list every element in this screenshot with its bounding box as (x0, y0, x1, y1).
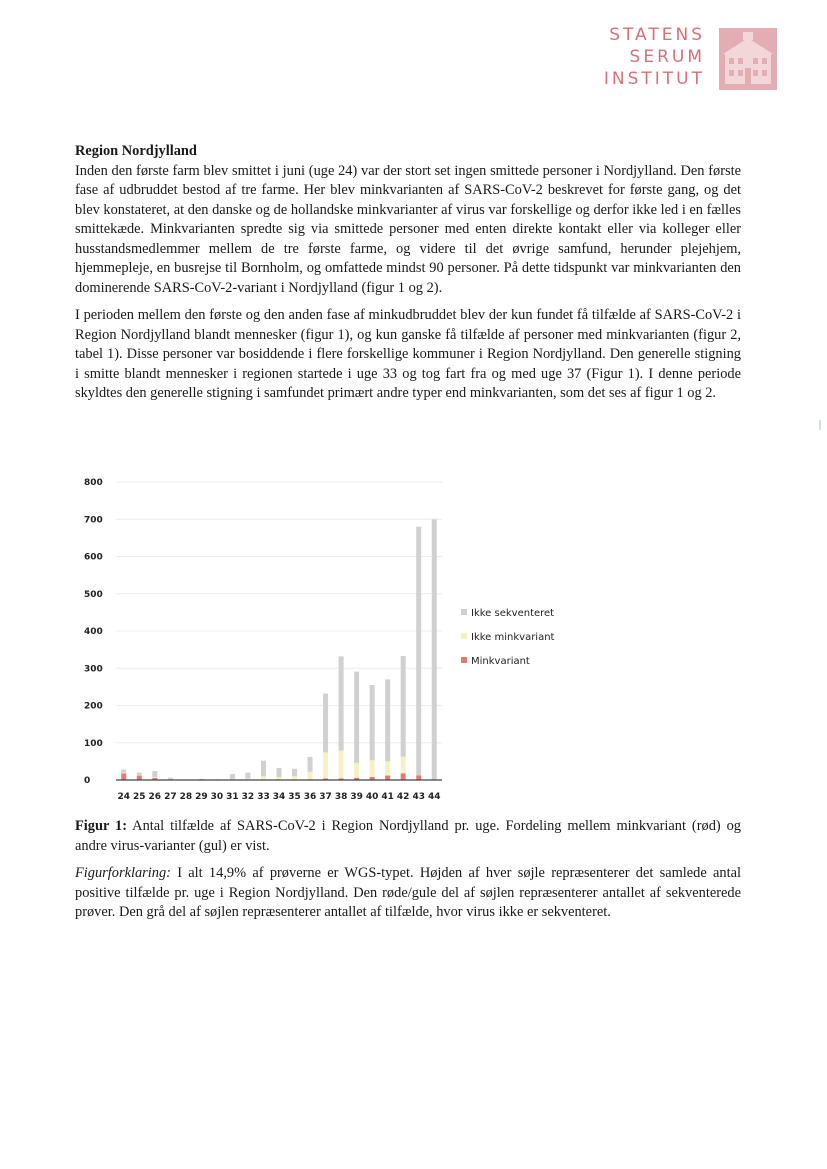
bar-minkvariant (401, 773, 406, 780)
caption-label: Figur 1: (75, 818, 128, 834)
stacked-bar-chart (74, 462, 570, 814)
y-tick-label: 600 (84, 552, 103, 563)
bar-ikke-sekventeret (121, 770, 126, 773)
x-tick-label: 34 (272, 792, 286, 802)
bar-ikke-sekventeret (168, 778, 173, 779)
section-heading: Region Nordjylland (75, 143, 197, 159)
y-tick-label: 400 (84, 627, 103, 637)
y-tick-label: 700 (84, 515, 103, 526)
x-tick-label: 29 (195, 792, 208, 802)
bar-ikke-sekventeret (385, 679, 390, 761)
x-tick-label: 42 (396, 792, 410, 802)
bar-ikke-sekventeret (339, 656, 344, 750)
paragraph-2: I perioden mellem den første og den anden fase af minkudbruddet blev der kun fundet få tilfælde af SARS-CoV-2 i Region Nordjylland blandt mennesker (figur 1), og kun ganske få tilfælde af personer med minkvarianten (figur 2, tabel 1). Disse personer var bosiddende i flere forskellige kommuner i Region Nordjylland. Den generelle stigning i smitte blandt mennesker i regionen startede i uge 33 og tog fart fra og med uge 37 (Figur 1). I denne periode skyldtes den generelle stigning i samfundet primært andre typer end minkvarianten, som det ses af figur 1 og 2. (75, 307, 741, 401)
x-tick-label: 40 (365, 792, 379, 802)
legend-label: Ikke sekventeret (471, 608, 555, 619)
x-tick-label: 32 (241, 792, 255, 802)
bar-ikke-sekventeret (432, 519, 437, 779)
x-tick-label: 41 (381, 792, 394, 802)
x-tick-label: 26 (148, 792, 162, 802)
bar-ikke-minkvariant (152, 777, 157, 778)
bar-ikke-sekventeret (137, 773, 142, 775)
y-tick-label: 100 (84, 738, 103, 749)
x-tick-label: 43 (412, 792, 425, 802)
x-tick-label: 27 (164, 792, 177, 802)
x-tick-label: 38 (334, 792, 348, 802)
logo-line-3: INSTITUT (603, 69, 705, 89)
legend-swatch (461, 657, 467, 663)
logo-line-2: SERUM (629, 47, 705, 67)
bar-ikke-minkvariant (354, 763, 359, 778)
legend-label: Minkvariant (471, 656, 530, 667)
bar-minkvariant (416, 776, 421, 780)
x-tick-label: 36 (303, 792, 317, 802)
bar-ikke-sekventeret (245, 773, 250, 779)
bar-ikke-minkvariant (385, 761, 390, 775)
x-tick-label: 39 (350, 792, 363, 802)
x-tick-label: 35 (288, 792, 301, 802)
x-tick-label: 37 (319, 792, 332, 802)
figure-caption (75, 817, 741, 931)
caption-paragraph (75, 817, 741, 856)
x-tick-label: 30 (210, 792, 224, 802)
x-tick-label: 28 (179, 792, 193, 802)
bar-ikke-minkvariant (401, 757, 406, 774)
bar-ikke-sekventeret (370, 685, 375, 760)
bar-minkvariant (385, 776, 390, 780)
figure-note (75, 864, 741, 923)
logo-line-1: STATENS (609, 25, 705, 45)
x-tick-label: 33 (257, 792, 270, 802)
bar-ikke-sekventeret (401, 656, 406, 757)
building-logo-icon (719, 28, 777, 90)
legend-swatch (461, 633, 467, 639)
bar-ikke-sekventeret (308, 757, 313, 772)
legend-swatch (461, 609, 467, 615)
legend-label: Ikke minkvariant (471, 632, 555, 643)
paragraph-1: Inden den første farm blev smittet i juni (uge 24) var der stort set ingen smittede personer i Nordjylland. Den første fase af udbruddet bestod af tre farme. Her blev minkvarianten af SARS-CoV-2 beskrevet for første gang, og det blev konstateret, at den danske og de hollandske minkvarianter af virus var forskellige og derfor ikke led i en fælles smittekæde. Minkvarianten spredte sig via smittede personer med enten direkte kontakt eller via kolleger eller husstandsmedlemmer mellem de tre første farme, og videre til det øvrige samfund, herunder plejehjem, hjemmepleje, en busrejse til Bornholm, og omfattede mindst 90 personer. På dette tidspunkt var minkvarianten den dominerende SARS-CoV-2-variant i Nordjylland (figur 1 og 2). (75, 162, 741, 296)
y-tick-label: 0 (84, 776, 91, 786)
bar-minkvariant (121, 773, 126, 780)
figure-1-chart (74, 462, 570, 814)
bar-ikke-minkvariant (308, 772, 313, 779)
bar-ikke-minkvariant (121, 773, 126, 774)
bar-ikke-sekventeret (292, 769, 297, 776)
caption-text: Antal tilfælde af SARS-CoV-2 i Region Nordjylland pr. uge. Fordeling mellem minkvariant (rød) og andre virus-varianter (gul) er vist. (75, 818, 742, 854)
bar-minkvariant (137, 776, 142, 780)
y-tick-label: 200 (84, 701, 103, 712)
bar-ikke-sekventeret (152, 771, 157, 777)
note-text: I alt 14,9% af prøverne er WGS-typet. Højden af hver søjle repræsenterer det samlede antal positive tilfælde pr. uge i Region Nordjylland. Den røde/gule del af søjlen repræsenterer antallet af sekventerede prøver. Den grå del af søjlen repræsenterer antallet af tilfælde, hvor virus ikke er sekventeret. (75, 865, 741, 920)
bar-ikke-sekventeret (416, 527, 421, 776)
bar-ikke-sekventeret (277, 768, 282, 777)
y-tick-label: 500 (84, 589, 103, 600)
bar-ikke-minkvariant (137, 775, 142, 776)
ssi-logo (604, 24, 777, 90)
x-tick-label: 25 (133, 792, 146, 802)
logo-wordmark (604, 24, 705, 90)
region-section (75, 142, 741, 412)
bar-ikke-sekventeret (354, 672, 359, 763)
bar-ikke-minkvariant (323, 752, 328, 778)
note-label: Figurforklaring: (75, 865, 171, 881)
bar-ikke-sekventeret (261, 761, 266, 777)
x-tick-label: 44 (427, 792, 441, 802)
bar-ikke-sekventeret (323, 694, 328, 753)
bar-ikke-minkvariant (370, 760, 375, 777)
bar-ikke-sekventeret (230, 774, 235, 779)
y-tick-label: 800 (84, 478, 103, 488)
x-tick-label: 31 (226, 792, 239, 802)
y-tick-label: 300 (84, 664, 103, 675)
bar-ikke-minkvariant (339, 751, 344, 779)
x-tick-label: 24 (117, 792, 131, 802)
page-edge-mark (819, 420, 821, 430)
